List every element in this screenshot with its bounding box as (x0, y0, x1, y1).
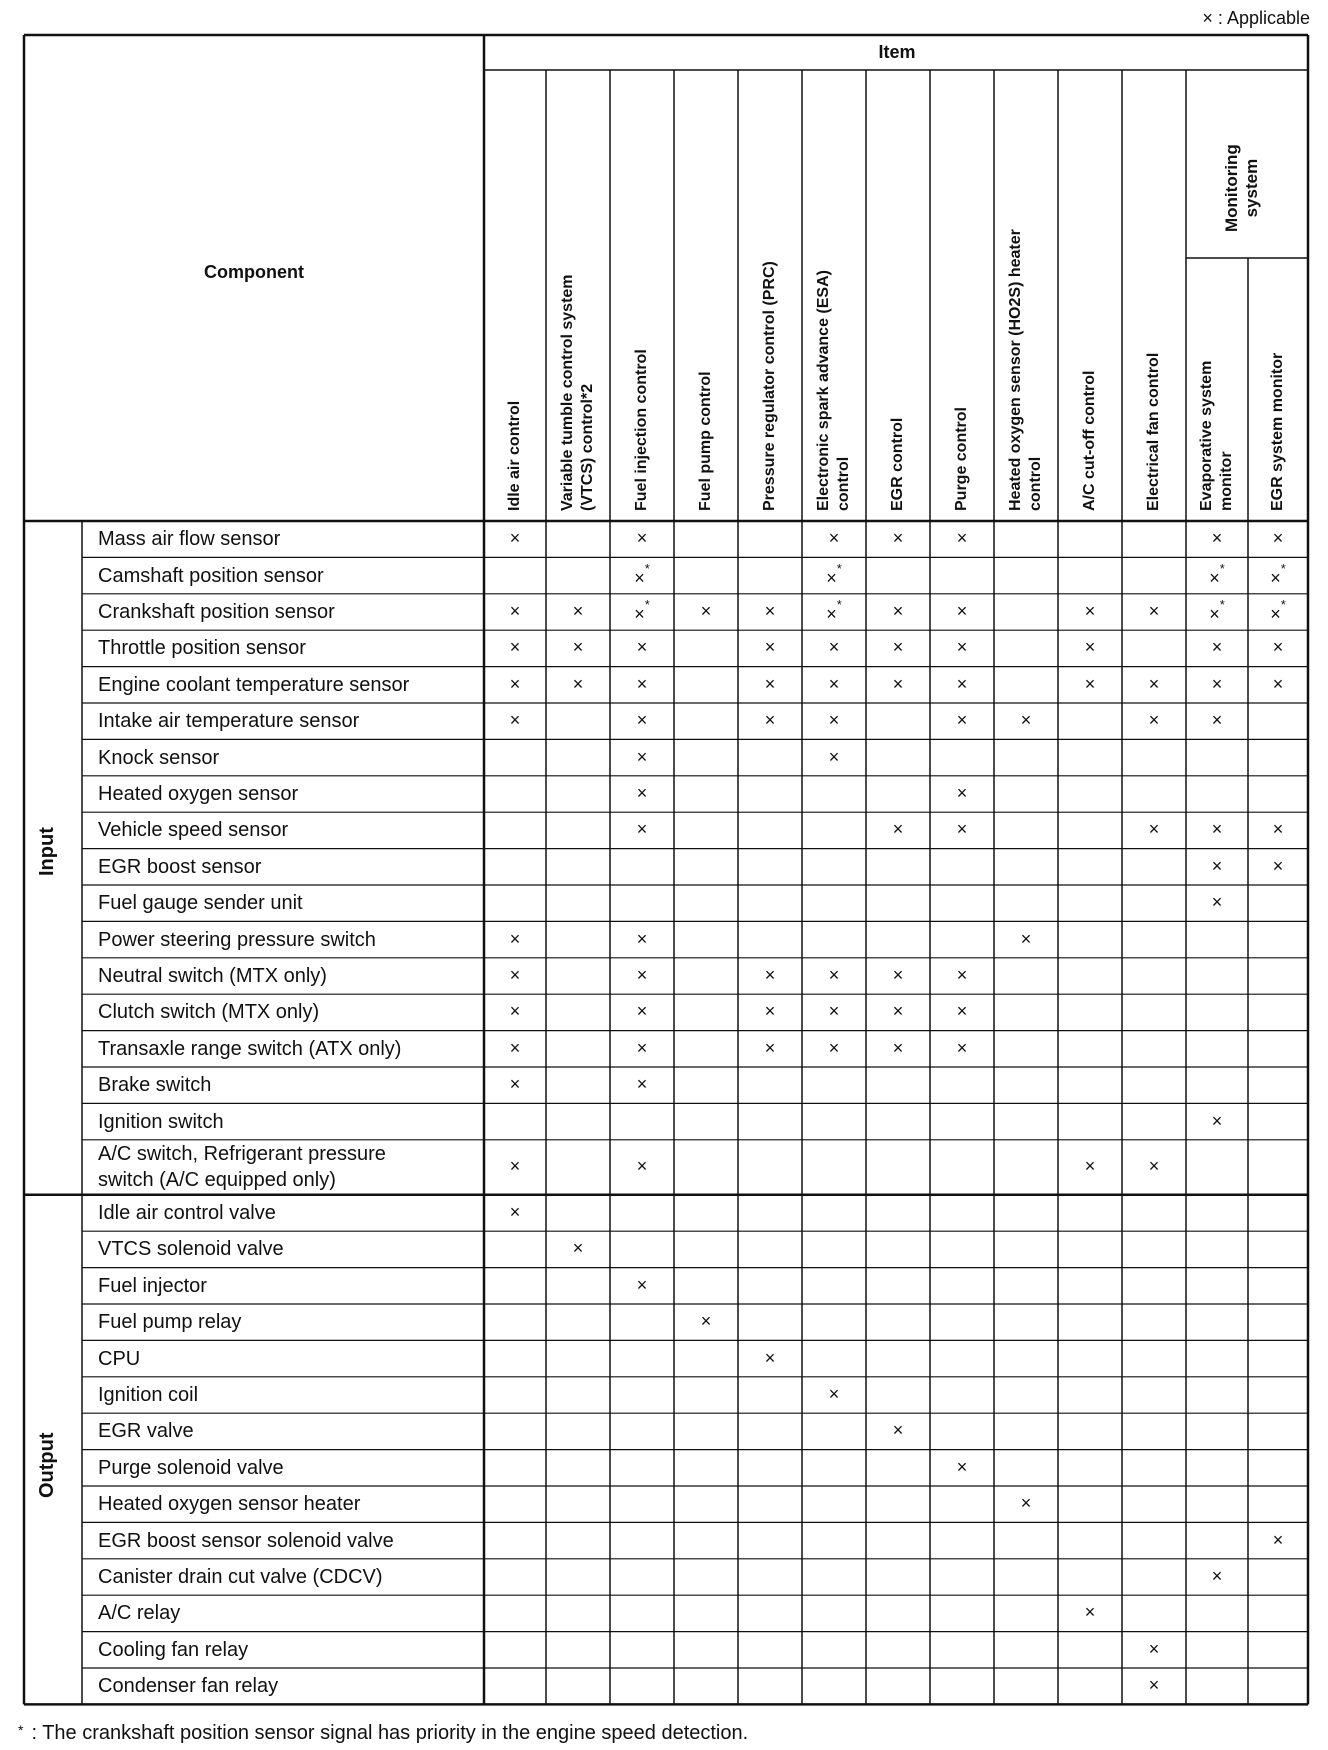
mark-star: * (1219, 560, 1225, 576)
applicable-mark (1197, 637, 1237, 658)
applicable-mark (878, 601, 918, 622)
column-header-line: EGR system monitor (1269, 352, 1286, 511)
applicable-mark (942, 601, 982, 622)
column-header-2 (632, 349, 652, 511)
column-header-line: monitor (1218, 451, 1235, 511)
column-header-line: Heated oxygen sensor (HO2S) heater (1007, 229, 1024, 511)
mark-star: * (644, 560, 650, 576)
component-label: Ignition switch (98, 1110, 224, 1133)
mark-symbol: × (892, 819, 904, 840)
applicable-mark (942, 710, 982, 731)
mark-symbol: × (1270, 604, 1281, 624)
applicable-mark (495, 1074, 535, 1095)
applicable-mark (622, 674, 662, 695)
footnote-text: : The crankshaft position sensor signal has priority in the engine speed detection. (31, 1722, 749, 1744)
mark-symbol: × (956, 601, 968, 621)
mark-symbol: × (572, 601, 584, 621)
mark-symbol: × (636, 1274, 648, 1295)
mark-symbol: × (892, 1001, 904, 1022)
mark-symbol: × (1209, 567, 1220, 588)
mark-symbol: × (1148, 1675, 1160, 1696)
applicable-mark (814, 747, 854, 768)
mark-symbol: × (636, 637, 648, 658)
applicable-mark (750, 1038, 790, 1059)
applicable-mark (1258, 528, 1298, 549)
applicable-mark (942, 1001, 982, 1022)
applicable-mark (1197, 710, 1237, 731)
mark-symbol: × (509, 710, 521, 731)
mark-symbol: × (1020, 1493, 1032, 1514)
mark-symbol: × (636, 673, 648, 694)
applicable-mark (1197, 856, 1237, 877)
component-label: Power steering pressure switch (98, 928, 376, 951)
mark-symbol: × (828, 965, 840, 985)
mark-symbol: × (828, 1037, 840, 1058)
mark-symbol: × (764, 601, 776, 621)
mark-star: * (644, 597, 650, 612)
mark-symbol: × (764, 965, 776, 985)
applicable-mark (814, 637, 854, 658)
mark-star: * (1280, 597, 1286, 612)
column-header-7 (952, 407, 972, 511)
mark-symbol: × (1211, 710, 1223, 731)
component-label: Vehicle speed sensor (98, 819, 289, 842)
mark-symbol: × (764, 710, 776, 731)
mark-symbol: × (1211, 673, 1223, 694)
mark-symbol: × (826, 604, 837, 624)
applicable-mark (814, 1001, 854, 1022)
mark-symbol: × (1270, 567, 1281, 588)
applicable-mark (814, 560, 854, 589)
applicable-mark (1258, 1530, 1298, 1551)
mark-symbol: × (828, 673, 840, 694)
mark-symbol: × (1272, 673, 1284, 694)
component-label: Purge solenoid valve (98, 1456, 284, 1479)
column-header-1 (558, 274, 598, 511)
component-label: Condenser fan relay (98, 1675, 279, 1698)
component-label-line: A/C switch, Refrigerant pressure (98, 1143, 386, 1166)
applicable-mark (1258, 856, 1298, 877)
component-label: Crankshaft position sensor (98, 601, 335, 623)
applicable-mark (622, 1275, 662, 1296)
mark-symbol: × (636, 1001, 648, 1022)
mark-symbol: × (956, 1456, 968, 1477)
applicable-mark (1006, 929, 1046, 950)
mark-symbol: × (509, 1037, 521, 1058)
applicable-mark (622, 710, 662, 731)
applicable-mark (942, 819, 982, 840)
mark-symbol: × (700, 601, 712, 621)
mark-symbol: × (509, 673, 521, 694)
applicable-mark (1070, 601, 1110, 622)
mark-symbol: × (956, 528, 968, 549)
applicable-mark (1197, 1111, 1237, 1132)
applicable-mark (1258, 560, 1298, 589)
mark-symbol: × (636, 783, 648, 803)
applicable-mark (1006, 1493, 1046, 1514)
mark-symbol: × (636, 1037, 648, 1058)
applicable-mark (1258, 637, 1298, 658)
component-label: Intake air temperature sensor (98, 710, 360, 733)
component-label: Ignition coil (98, 1384, 199, 1406)
component-label: Heated oxygen sensor (98, 783, 299, 805)
component-label: EGR boost sensor solenoid valve (98, 1529, 394, 1552)
mark-symbol: × (956, 819, 968, 840)
mark-symbol: × (764, 673, 776, 694)
component-label: Camshaft position sensor (98, 564, 324, 587)
applicable-mark (750, 1001, 790, 1022)
applicable-legend: × : Applicable (1202, 8, 1310, 28)
column-header-9 (1080, 371, 1100, 511)
applicable-mark (878, 1001, 918, 1022)
mark-symbol: × (956, 1001, 968, 1022)
applicable-mark (1006, 710, 1046, 731)
component-label: Throttle position sensor (98, 637, 306, 660)
applicable-mark (1134, 601, 1174, 622)
mark-symbol: × (1148, 673, 1160, 694)
applicable-mark (878, 1420, 918, 1441)
mark-symbol: × (764, 1001, 776, 1022)
column-header-line: Electronic spark advance (ESA) (815, 270, 832, 511)
mark-symbol: × (572, 1238, 584, 1259)
mark-symbol: × (509, 1001, 521, 1022)
applicable-mark (495, 674, 535, 695)
applicable-mark (622, 1038, 662, 1059)
applicable-mark (1258, 597, 1298, 625)
mark-symbol: × (892, 1420, 904, 1441)
applicable-mark (622, 597, 662, 625)
applicable-mark (814, 528, 854, 549)
applicable-mark (495, 601, 535, 622)
applicable-mark (1197, 892, 1237, 913)
applicable-mark (1134, 674, 1174, 695)
column-header-12 (1268, 353, 1288, 511)
applicable-mark (495, 1038, 535, 1059)
mark-symbol: × (892, 1037, 904, 1058)
mark-symbol: × (892, 673, 904, 694)
applicable-mark (1258, 819, 1298, 840)
component-label: Cooling fan relay (98, 1638, 249, 1661)
component-label: Mass air flow sensor (98, 528, 281, 551)
applicable-mark (878, 1038, 918, 1059)
mark-symbol: × (1211, 892, 1223, 913)
applicable-mark (750, 965, 790, 986)
mark-symbol: × (636, 1074, 648, 1095)
applicable-mark (750, 674, 790, 695)
mark-symbol: × (509, 601, 521, 621)
applicable-mark (942, 674, 982, 695)
mark-symbol: × (1084, 1156, 1096, 1177)
mark-symbol: × (636, 1156, 648, 1177)
component-label: Transaxle range switch (ATX only) (98, 1037, 402, 1060)
applicable-mark (686, 1311, 726, 1332)
column-header-line: Idle air control (506, 400, 523, 511)
column-header-line: control (835, 456, 852, 511)
column-header-line: Fuel injection control (633, 349, 650, 511)
mark-symbol: × (764, 1037, 776, 1058)
monitoring-group-header (1222, 144, 1262, 232)
mark-symbol: × (636, 528, 648, 549)
applicable-mark (558, 674, 598, 695)
applicable-mark (1197, 528, 1237, 549)
component-label: Brake switch (98, 1074, 212, 1097)
component-label-line: switch (A/C equipped only) (98, 1169, 336, 1192)
mark-symbol: × (700, 1311, 712, 1332)
mark-symbol: × (1084, 637, 1096, 658)
mark-symbol: × (764, 1347, 776, 1368)
applicable-mark (942, 965, 982, 986)
applicable-mark (1197, 674, 1237, 695)
footnote-star: * (18, 1722, 24, 1738)
applicable-mark (878, 819, 918, 840)
applicable-mark (495, 1001, 535, 1022)
component-label: Fuel gauge sender unit (98, 892, 303, 915)
mark-symbol: × (1211, 528, 1223, 549)
mark-symbol: × (634, 604, 645, 624)
mark-symbol: × (892, 965, 904, 985)
component-label: VTCS solenoid valve (98, 1238, 284, 1261)
component-label: EGR valve (98, 1420, 194, 1443)
applicable-mark (1134, 1639, 1174, 1660)
mark-symbol: × (1211, 819, 1223, 840)
mark-symbol: × (956, 637, 968, 658)
mark-symbol: × (826, 567, 837, 588)
component-label: EGR boost sensor (98, 855, 262, 878)
mark-symbol: × (636, 965, 648, 985)
column-header-3 (696, 371, 716, 511)
mark-symbol: × (892, 528, 904, 549)
component-header: Component (204, 262, 304, 282)
applicable-mark (558, 1238, 598, 1259)
mark-symbol: × (828, 1001, 840, 1022)
mark-symbol: × (956, 783, 968, 803)
column-header-line: Variable tumble control system (559, 274, 576, 511)
mark-symbol: × (1211, 637, 1223, 658)
applicable-mark (814, 1038, 854, 1059)
mark-symbol: × (956, 710, 968, 731)
mark-symbol: × (956, 965, 968, 985)
mark-symbol: × (1211, 1566, 1223, 1586)
mark-symbol: × (956, 673, 968, 694)
applicable-mark (622, 528, 662, 549)
component-label (98, 1141, 386, 1193)
applicable-mark (622, 747, 662, 768)
applicable-mark (495, 929, 535, 950)
mark-symbol: × (828, 637, 840, 658)
applicable-mark (814, 674, 854, 695)
column-header-line: control (1027, 456, 1044, 511)
applicable-mark (814, 597, 854, 625)
applicable-mark (750, 637, 790, 658)
component-label: Fuel injector (98, 1274, 207, 1297)
applicable-mark (622, 929, 662, 950)
mark-symbol: × (509, 928, 521, 949)
column-header-8 (1006, 229, 1046, 511)
column-header-line: Fuel pump control (697, 371, 714, 511)
component-label: CPU (98, 1347, 141, 1370)
mark-symbol: × (1148, 1156, 1160, 1177)
applicable-mark (622, 1001, 662, 1022)
column-header-line: A/C cut-off control (1081, 370, 1098, 511)
mark-star: * (1219, 597, 1225, 612)
column-header-line: EGR control (889, 417, 906, 511)
applicable-mark (878, 965, 918, 986)
applicable-mark (1070, 674, 1110, 695)
mark-symbol: × (1272, 1529, 1284, 1550)
applicable-mark (750, 710, 790, 731)
mark-symbol: × (1272, 637, 1284, 658)
column-header-10 (1144, 353, 1164, 511)
mark-symbol: × (572, 673, 584, 694)
footnote (18, 1722, 748, 1745)
applicable-mark (1070, 1602, 1110, 1623)
mark-symbol: × (636, 928, 648, 949)
column-header-line: Evaporative system (1198, 360, 1215, 511)
monitoring-line-1: Monitoring (1222, 144, 1241, 232)
mark-star: * (836, 597, 842, 612)
mark-symbol: × (828, 1384, 840, 1404)
mark-symbol: × (1148, 601, 1160, 621)
component-label: Fuel pump relay (98, 1311, 242, 1334)
mark-symbol: × (509, 1074, 521, 1095)
applicable-mark (495, 710, 535, 731)
column-header-6 (888, 418, 908, 511)
applicable-mark (558, 637, 598, 658)
component-label: Clutch switch (MTX only) (98, 1001, 320, 1024)
mark-symbol: × (1084, 1602, 1096, 1623)
applicable-mark (942, 528, 982, 549)
mark-symbol: × (1209, 604, 1220, 624)
applicable-mark (622, 560, 662, 589)
mark-symbol: × (1020, 710, 1032, 731)
mark-symbol: × (828, 710, 840, 731)
mark-symbol: × (1084, 673, 1096, 694)
applicable-mark (495, 1156, 535, 1177)
mark-symbol: × (1020, 928, 1032, 949)
applicable-mark (1197, 819, 1237, 840)
mark-star: * (836, 560, 842, 576)
component-label: Knock sensor (98, 746, 220, 769)
component-label: Neutral switch (MTX only) (98, 965, 327, 987)
applicable-mark (622, 1156, 662, 1177)
applicable-mark (1134, 710, 1174, 731)
applicable-mark (495, 1202, 535, 1223)
applicable-mark (495, 637, 535, 658)
applicable-mark (878, 637, 918, 658)
mark-symbol: × (1148, 710, 1160, 731)
component-label: Idle air control valve (98, 1202, 276, 1224)
mark-symbol: × (509, 965, 521, 985)
applicable-mark (942, 637, 982, 658)
applicable-mark (622, 783, 662, 804)
column-header-5 (814, 270, 854, 511)
mark-symbol: × (509, 1156, 521, 1177)
applicable-mark (622, 819, 662, 840)
mark-star: * (1280, 560, 1286, 576)
applicable-mark (622, 637, 662, 658)
applicable-mark (686, 601, 726, 622)
input-group-label: Input (36, 827, 58, 876)
applicable-mark (1197, 1566, 1237, 1587)
column-header-line: Purge control (953, 406, 970, 511)
applicable-mark (878, 674, 918, 695)
mark-symbol: × (1148, 1638, 1160, 1659)
mark-symbol: × (828, 528, 840, 549)
applicable-mark (942, 1457, 982, 1478)
column-header-11 (1197, 361, 1237, 511)
mark-symbol: × (1211, 855, 1223, 876)
applicable-mark (1197, 560, 1237, 589)
monitoring-line-2: system (1242, 158, 1261, 218)
applicable-mark (495, 965, 535, 986)
mark-symbol: × (509, 528, 521, 549)
mark-symbol: × (634, 567, 645, 588)
applicable-mark (1070, 637, 1110, 658)
item-header: Item (878, 42, 916, 62)
mark-symbol: × (1272, 855, 1284, 876)
applicable-mark (1070, 1156, 1110, 1177)
mark-symbol: × (1211, 1110, 1223, 1131)
component-label: A/C relay (98, 1602, 181, 1625)
column-header-line: Electrical fan control (1145, 352, 1162, 511)
mark-symbol: × (764, 637, 776, 658)
applicable-mark (622, 1074, 662, 1095)
applicable-mark (814, 965, 854, 986)
applicable-mark (750, 1348, 790, 1369)
applicable-mark (622, 965, 662, 986)
applicable-mark (1197, 597, 1237, 625)
applicable-mark (750, 601, 790, 622)
applicable-mark (814, 710, 854, 731)
mark-symbol: × (636, 819, 648, 840)
mark-symbol: × (1272, 819, 1284, 840)
column-header-line: (VTCS) control*2 (579, 383, 596, 511)
applicable-mark (814, 1384, 854, 1405)
mark-symbol: × (892, 637, 904, 658)
applicable-mark (942, 783, 982, 804)
component-label: Engine coolant temperature sensor (98, 673, 410, 696)
mark-symbol: × (636, 710, 648, 731)
component-label: Heated oxygen sensor heater (98, 1493, 361, 1516)
mark-symbol: × (509, 637, 521, 658)
mark-symbol: × (1148, 819, 1160, 840)
mark-symbol: × (572, 637, 584, 658)
mark-symbol: × (828, 746, 840, 767)
mark-symbol: × (636, 746, 648, 767)
mark-symbol: × (892, 601, 904, 621)
component-label: Canister drain cut valve (CDCV) (98, 1566, 383, 1588)
mark-symbol: × (1084, 601, 1096, 621)
column-header-4 (760, 261, 780, 511)
applicable-mark (1134, 1675, 1174, 1696)
mark-symbol: × (1272, 528, 1284, 549)
applicable-mark (1134, 819, 1174, 840)
applicable-mark (495, 528, 535, 549)
column-header-line: Pressure regulator control (PRC) (761, 261, 778, 511)
mark-symbol: × (956, 1037, 968, 1058)
applicable-mark (942, 1038, 982, 1059)
applicable-mark (1134, 1156, 1174, 1177)
column-header-0 (505, 401, 525, 511)
applicable-mark (1258, 674, 1298, 695)
applicable-mark (878, 528, 918, 549)
output-group-label: Output (36, 1432, 58, 1498)
mark-symbol: × (509, 1202, 521, 1222)
applicable-mark (558, 601, 598, 622)
